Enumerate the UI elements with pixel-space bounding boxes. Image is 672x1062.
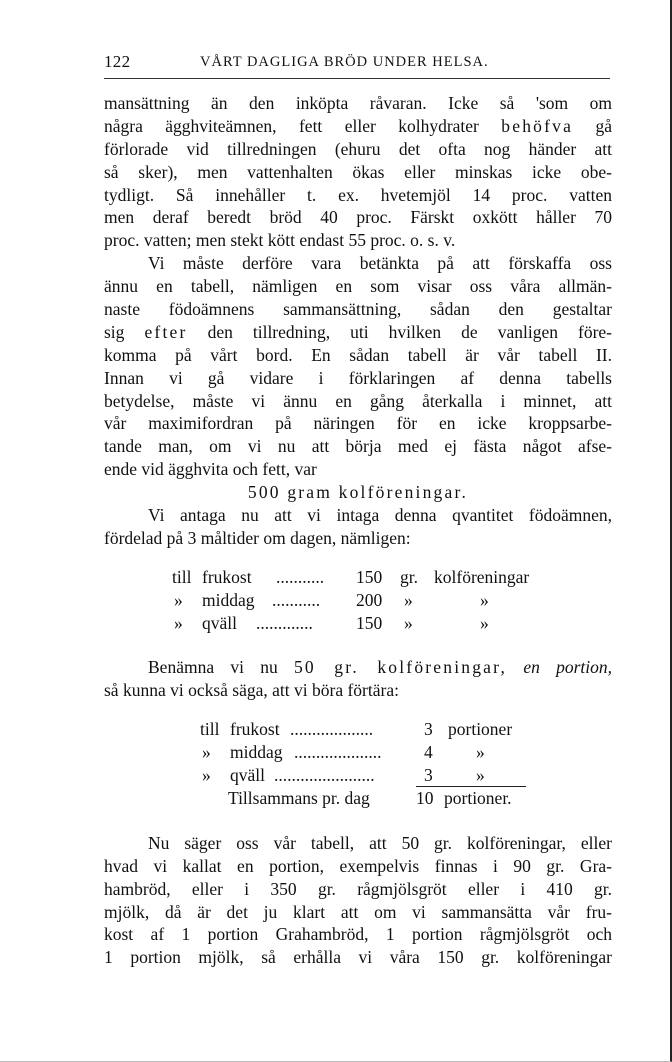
text-line: kost af 1 portion Grahambröd, 1 portion rågmjölsgröt och (104, 924, 612, 945)
text-line: tydligt. Så innehåller t. ex. hvetemjöl 14 proc. vatten (104, 184, 612, 205)
text-line: så sker), men vattenhalten ökas eller minskas icke obe- (104, 161, 612, 182)
unit-word: portioner (448, 719, 513, 740)
amount: 3 (424, 719, 433, 740)
text-line: men deraf beredt bröd 40 proc. Färskt oxkött håller 70 (104, 207, 612, 228)
text-line: hvad vi kallat en portion, exempelvis finnas i 90 gr. Gra- (104, 855, 612, 876)
text-line: Vi måste derföre vara betänkta på att förskaffa oss (148, 253, 612, 274)
text-line: proc. vatten; men stekt kött endast 55 proc. o. s. v. (104, 230, 456, 251)
text-line: mjölk, då är det ju klart att om vi sammansätta vår fru- (104, 901, 612, 922)
text-line: fördelad på 3 måltider om dagen, nämligen: (104, 527, 411, 548)
spacer (104, 634, 612, 656)
text-line: komma på vårt bord. En sådan tabell är vår tabell II. (104, 344, 612, 365)
leader-dots: ................... (290, 719, 374, 740)
meal-table-portions (104, 718, 612, 810)
text-line: naste födoämnens sammansättning, sådan den gestaltar (104, 299, 612, 320)
amount: 3 (424, 765, 433, 786)
text-fragment: Benämna vi nu (148, 657, 278, 678)
text-line: tande man, om vi nu att börja med ej fästa något afse- (104, 436, 612, 457)
row-prefix: » (202, 765, 211, 786)
meal-name: middag (230, 742, 283, 763)
table-row (104, 764, 612, 787)
meal-table-grams (104, 566, 612, 635)
spaced-word: efter (144, 321, 188, 342)
table-row (104, 741, 612, 764)
text-fragment: den tillredning, uti hvilken de vanligen före- (207, 321, 613, 342)
text-line: ännu en tabell, nämligen en som visar oss våra allmän- (104, 276, 612, 297)
leader-dots: ....................... (274, 765, 375, 786)
text-line (104, 321, 612, 344)
text-line (104, 656, 612, 679)
text-line: betydelse, måste vi ännu en gång återkalla i minnet, att (104, 390, 612, 411)
substance: » (480, 589, 489, 610)
table-row (104, 718, 612, 741)
total-label: Tillsammans pr. dag (228, 787, 370, 808)
spacer (104, 550, 612, 566)
unit-word: » (476, 765, 485, 786)
text-fragment: gå (595, 115, 613, 136)
substance: kolföreningar (434, 566, 530, 587)
page-body (104, 92, 612, 969)
total-unit-word: portioner. (444, 787, 512, 808)
centered-line: 500 gram kolföreningar. (247, 482, 469, 503)
spaced-word: behöfva (501, 115, 574, 136)
unit: » (404, 589, 413, 610)
spacer (104, 810, 612, 832)
leader-dots: ............. (256, 612, 313, 633)
running-title: VÅRT DAGLIGA BRÖD UNDER HELSA. (200, 54, 489, 70)
text-line: Nu säger oss vår tabell, att 50 gr. kolföreningar, eller (148, 832, 612, 853)
text-line: Innan vi gå vidare i förklaringen af denna tabells (104, 367, 612, 388)
page-number: 122 (104, 52, 131, 71)
amount: 4 (424, 742, 433, 763)
text-line: ende vid ägghvita och fett, var (104, 459, 317, 480)
total-amount: 10 (416, 787, 434, 808)
unit: gr. (400, 566, 418, 587)
meal-name: qväll (202, 612, 237, 633)
row-prefix: » (174, 589, 183, 610)
meal-name: middag (202, 589, 255, 610)
row-prefix: till (200, 719, 220, 740)
amount: 200 (356, 589, 383, 610)
text-line: 1 portion mjölk, så erhålla vi våra 150 gr. kolföreningar (104, 947, 612, 968)
amount: 150 (356, 566, 383, 587)
text-line: mansättning än den inköpta råvaran. Icke så 'som om (104, 93, 612, 113)
amount: 150 (356, 612, 383, 633)
row-prefix: » (174, 612, 183, 633)
text-line: Vi antaga nu att vi intaga denna qvantitet födoämnen, (148, 505, 612, 526)
meal-name: frukost (230, 719, 280, 740)
text-fragment: sig (104, 321, 125, 342)
substance: » (480, 612, 489, 633)
leader-dots: .................... (294, 742, 382, 763)
text-line (104, 115, 612, 138)
spaced-phrase: 50 gr. kolföreningar, (293, 657, 508, 678)
row-prefix: » (202, 742, 211, 763)
meal-name: qväll (230, 765, 265, 786)
table-row (104, 612, 612, 635)
spacer (104, 702, 612, 718)
header-rule (104, 78, 610, 79)
meal-name: frukost (202, 566, 252, 587)
text-line: vår maximifordran på näringen för en icke kroppsarbe- (104, 413, 612, 434)
text-line: så kunna vi också säga, att vi böra förtära: (104, 680, 399, 701)
table-row (104, 589, 612, 612)
italic-phrase: en portion, (523, 657, 612, 678)
text-line: förlorade vid tillredningen (ehuru det ofta nog händer att (104, 138, 612, 159)
table-row (104, 566, 612, 589)
total-row (104, 787, 612, 810)
text-line: hambröd, eller i 350 gr. rågmjölsgröt eller i 410 gr. (104, 878, 612, 899)
row-prefix: till (172, 566, 192, 587)
unit: » (404, 612, 413, 633)
unit-word: » (476, 742, 485, 763)
text-fragment: några ägghviteämnen, fett eller kolhydrater (104, 115, 479, 136)
leader-dots: ........... (272, 589, 321, 610)
leader-dots: ........... (276, 566, 325, 587)
